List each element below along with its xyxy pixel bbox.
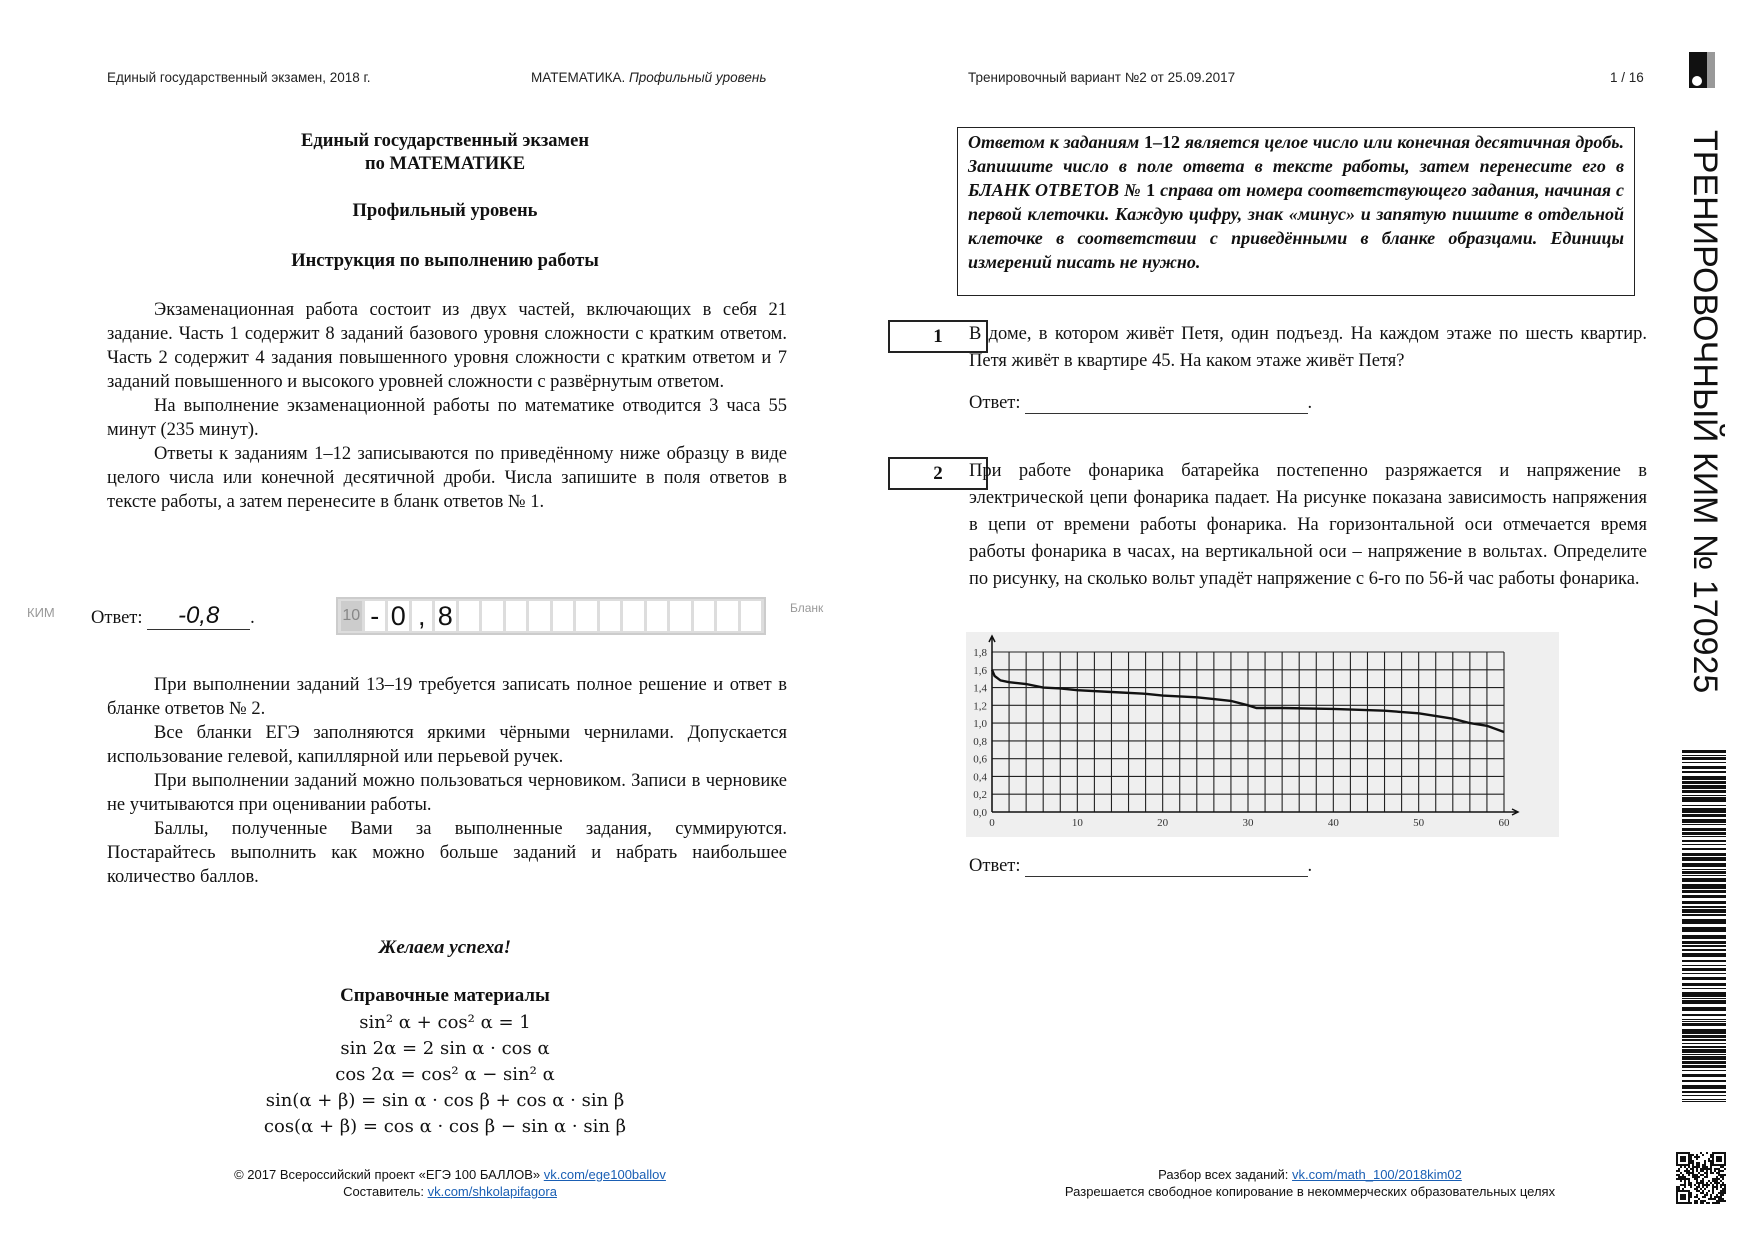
answer-cell: [459, 601, 480, 631]
answer-cell: [529, 601, 550, 631]
doc-level: Профильный уровень: [352, 201, 538, 221]
instructions-paragraph: При выполнении заданий 13–19 требуется записать полное решение и ответ в бланке ответов № 2.: [107, 675, 787, 719]
answer-cells-sample: [336, 597, 766, 635]
rule-range: 1–12: [1143, 132, 1180, 152]
rule-text: Ответом к заданиям: [968, 132, 1140, 152]
svg-text:1,0: 1,0: [973, 718, 987, 731]
answer-cell: [623, 601, 644, 631]
footer-link-analysis[interactable]: vk.com/math_100/2018kim02: [1292, 1167, 1462, 1182]
instructions-block-1: [107, 298, 787, 514]
task-2-number: 2: [888, 457, 988, 490]
footer-link-project[interactable]: vk.com/ege100ballov: [543, 1167, 666, 1182]
svg-text:60: 60: [1498, 817, 1510, 829]
kim-label: КИМ: [27, 605, 55, 620]
header-subject: [531, 70, 766, 85]
task-2-answer-label: Ответ:: [969, 856, 1021, 876]
rule-blank-number: 1: [1146, 180, 1156, 200]
footer-copyright: © 2017 Всероссийский проект «ЕГЭ 100 БАЛЛОВ»: [234, 1167, 541, 1182]
instructions-heading: Инструкция по выполнению работы: [291, 251, 599, 271]
side-kim-title: ТРЕНИРОВОЧНЫЙ КИМ № 170925: [1686, 130, 1724, 694]
instructions-paragraph: На выполнение экзаменационной работы по математике отводится 3 часа 55 минут (235 минут).: [107, 396, 787, 440]
answer-cell: [647, 601, 668, 631]
instructions-paragraph: Баллы, полученные Вами за выполненные задания, суммируются. Постарайтесь выполнить как можно больше заданий и набрать наибольшее количество баллов.: [107, 819, 787, 887]
answer-cell: [741, 601, 762, 631]
page-number: 1 / 16: [1610, 70, 1644, 85]
instructions-paragraph: Все бланки ЕГЭ заполняются яркими чёрными чернилами. Допускается использование гелевой, капиллярной или перьевой ручек.: [107, 723, 787, 767]
task-1-number: 1: [888, 320, 988, 353]
answer-cell: [506, 601, 527, 631]
corner-marker-icon: [1689, 52, 1715, 88]
footer-left: [180, 1166, 720, 1200]
doc-title: [100, 130, 790, 176]
svg-text:30: 30: [1242, 817, 1254, 829]
svg-text:1,8: 1,8: [973, 647, 987, 659]
task-1-answer: [969, 393, 1312, 414]
svg-text:1,2: 1,2: [973, 700, 987, 713]
doc-title-line2: по МАТЕМАТИКЕ: [364, 154, 526, 174]
blank-label: Бланк: [790, 601, 824, 615]
answer-rules-box: [957, 127, 1635, 296]
svg-text:0,0: 0,0: [973, 807, 987, 819]
answer-cell: ,: [412, 601, 433, 631]
svg-text:0,6: 0,6: [973, 753, 987, 766]
header-subject-name: МАТЕМАТИКА.: [531, 70, 626, 85]
svg-text:1,6: 1,6: [973, 664, 987, 677]
footer-link-author[interactable]: vk.com/shkolapifagora: [427, 1184, 557, 1199]
sample-answer: Ответ: -0,8 .: [91, 602, 255, 629]
formula: sin(α + β) = sin α · cos β + cos α · sin β: [265, 1090, 625, 1111]
period: .: [1307, 393, 1313, 413]
instructions-block-2: [107, 673, 787, 889]
sample-answer-value: -0,8: [147, 603, 250, 630]
reference-formulas: [100, 1010, 790, 1140]
footer-license: Разрешается свободное копирование в некоммерческих образовательных целях: [1064, 1184, 1556, 1199]
voltage-chart: [966, 632, 1559, 837]
footer-author-label: Составитель:: [343, 1184, 424, 1199]
rule-text: является целое число или конечная десятичная дробь. Запишите число в поле ответа в тексте работы, затем перенесите его в БЛАНК ОТВЕТОВ №: [968, 132, 1625, 200]
sample-answer-label: Ответ:: [91, 608, 143, 628]
answer-cell: [694, 601, 715, 631]
barcode-icon: [1682, 750, 1726, 1102]
answer-cell: -: [365, 601, 386, 631]
svg-text:0: 0: [989, 817, 995, 829]
answer-cell: [600, 601, 621, 631]
wish-text: Желаем успеха!: [378, 937, 512, 958]
svg-text:20: 20: [1157, 817, 1169, 829]
svg-text:0,2: 0,2: [973, 789, 987, 802]
svg-text:50: 50: [1413, 817, 1425, 829]
header-variant: Тренировочный вариант №2 от 25.09.2017: [968, 70, 1236, 85]
voltage-chart-svg: [966, 632, 1559, 837]
header-subject-level: Профильный уровень: [628, 70, 767, 85]
instructions-paragraph: Ответы к заданиям 1–12 записываются по приведённому ниже образцу в виде целого числа или конечной десятичной дроби. Числа запишите в поля ответов в тексте работы, а затем перенесите в бланк ответов № 1.: [107, 444, 787, 512]
answer-cell: [717, 601, 738, 631]
svg-text:40: 40: [1327, 817, 1339, 829]
footer-analysis-label: Разбор всех заданий:: [1158, 1167, 1289, 1182]
answer-cell: [576, 601, 597, 631]
task-1-text: В доме, в котором живёт Петя, один подъезд. На каждом этаже по шесть квартир. Петя живёт в квартире 45. На каком этаже живёт Петя?: [969, 324, 1647, 371]
instructions-paragraph: При выполнении заданий можно пользоваться черновиком. Записи в черновике не учитываются при оценивании работы.: [107, 771, 787, 815]
doc-title-line1: Единый государственный экзамен: [301, 131, 589, 151]
footer-right: [1010, 1166, 1610, 1200]
formula: cos 2α = cos² α − sin² α: [335, 1064, 555, 1085]
answer-cell: [482, 601, 503, 631]
task-2-answer-field[interactable]: [1025, 859, 1308, 877]
formula: sin² α + cos² α = 1: [359, 1012, 531, 1033]
period: .: [1307, 856, 1313, 876]
answer-cell: 8: [435, 601, 456, 631]
qr-code-icon: [1676, 1152, 1726, 1204]
formula: sin 2α = 2 sin α · cos α: [340, 1038, 550, 1059]
task-1-answer-label: Ответ:: [969, 393, 1021, 413]
svg-text:0,8: 0,8: [973, 735, 987, 748]
answer-cell: 0: [388, 601, 409, 631]
formula: cos(α + β) = cos α · cos β − sin α · sin β: [263, 1116, 627, 1137]
instructions-paragraph: Экзаменационная работа состоит из двух частей, включающих в себя 21 задание. Часть 1 содержит 8 заданий базового уровня сложности с кратким ответом. Часть 2 содержит 4 задания повышенного уровня сложности с кратким ответом и 7 заданий повышенного и высокого уровней сложности с развёрнутым ответом.: [107, 300, 787, 392]
task-2-text: При работе фонарика батарейка постепенно разряжается и напряжение в электрической цепи фонарика падает. На рисунке показана зависимость напряжения в цепи от времени работы фонарика. На горизонтальной оси отмечается время работы фонарика в часах, на вертикальной оси – напряжение в вольтах. Определите по рисунку, на сколько вольт упадёт напряжение с 6-го по 56-й час работы фонарика.: [969, 461, 1647, 589]
rule-text: справа от номера соответствующего задания, начиная с первой клеточки. Каждую цифру, знак «минус» и запятую пишите в отдельной клеточке в соответствии с приведёнными в бланке образцами. Единицы измерений писать не нужно.: [968, 180, 1625, 272]
cell-task-id: 10: [341, 601, 362, 631]
svg-text:1,4: 1,4: [973, 682, 987, 695]
task-1-answer-field[interactable]: [1025, 396, 1308, 414]
reference-title: Справочные материалы: [340, 985, 550, 1006]
header-exam-year: Единый государственный экзамен, 2018 г.: [107, 70, 371, 85]
answer-cell: [670, 601, 691, 631]
task-2-answer: [969, 856, 1312, 877]
svg-text:0,4: 0,4: [973, 771, 987, 784]
svg-text:10: 10: [1071, 817, 1083, 829]
answer-cell: [553, 601, 574, 631]
